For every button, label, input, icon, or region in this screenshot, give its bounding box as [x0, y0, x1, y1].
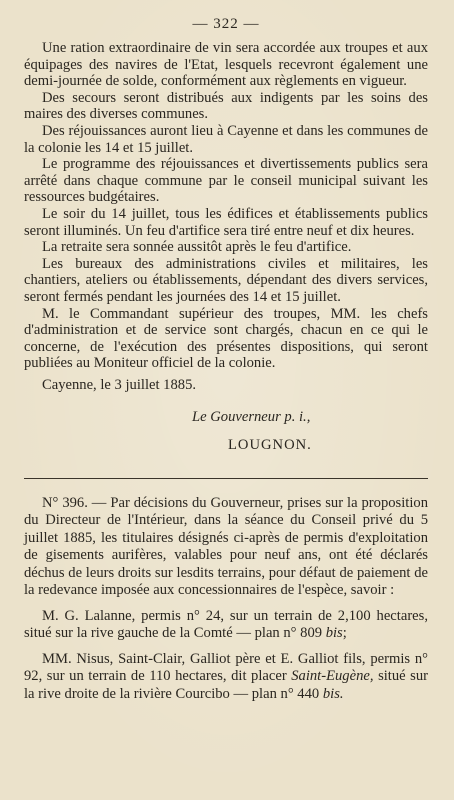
- paragraph-relief: Des secours seront distribués aux indigents par les soins des maires des diverses communes.: [24, 89, 428, 123]
- entry-lalanne-end: ;: [342, 625, 347, 642]
- paragraph-illumination: Le soir du 14 juillet, tous les édifices et établissements publics seront illuminés. Un feu d'artifice sera tiré entre neuf et dix heures.: [24, 205, 428, 239]
- section-divider: [24, 478, 428, 479]
- paragraph-wine-ration: Une ration extraordinaire de vin sera accordée aux troupes et aux équipages des navires de l'Etat, lesquels recevront également une demi-journée de solde, conformément aux règlements en vigueur.: [24, 40, 428, 90]
- entry-nisus: [24, 651, 428, 704]
- dateline: Cayenne, le 3 juillet 1885.: [42, 376, 197, 393]
- page-number: — 322 —: [192, 16, 260, 32]
- entry-lalanne-text: M. G. Lalanne, permis n° 24, sur un terrain de 2,100 hectares, situé sur la rive gauche de la Comté — plan n° 809: [24, 607, 428, 642]
- decree-396: N° 396. — Par décisions du Gouverneur, prises sur la proposition du Directeur de l'Intérieur, dans la séance du Conseil privé du 5 juillet 1885, les titulaires désignés ci-après de permis d'exploitation de gisements aurifères, valables pour neuf ans, ont été déclarés déchus de leurs droits sur lesdits terrains, pour défaut de paiement de la redevance imposée aux concessionnaires de l'espèce, savoir :: [24, 494, 428, 599]
- signature-name: LOUGNON.: [228, 436, 312, 453]
- entry-nisus-text-after: situé sur la rive droite de la rivière Courcibo — plan n° 440: [24, 668, 428, 702]
- paragraph-festivities: Des réjouissances auront lieu à Cayenne et dans les communes de la colonie les 14 et 15 juillet.: [24, 122, 428, 156]
- paragraph-offices-closed: Les bureaux des administrations civiles et militaires, les chantiers, ateliers ou établissements, dépendant des divers services, seront fermés pendant les journées des 14 et 15 juillet.: [24, 255, 428, 305]
- signature-title: Le Gouverneur p. i.,: [192, 408, 311, 425]
- entry-lalanne-suffix: bis: [325, 625, 343, 642]
- paragraph-execution: M. le Commandant supérieur des troupes, MM. les chefs d'administration et de service sont chargés, chacun en ce qui le concerne, de l'exécution des présentes dispositions, qui seront publiées au Moniteur officiel de la colonie.: [24, 305, 428, 372]
- entry-nisus-suffix: bis.: [322, 685, 344, 702]
- paragraph-program: Le programme des réjouissances et divertissements publics sera arrêté dans chaque commune par le conseil municipal suivant les ressources budgétaires.: [24, 156, 428, 206]
- entry-lalanne: [24, 608, 428, 643]
- entry-nisus-placer-name: Saint-Eugène,: [291, 668, 374, 685]
- entry-nisus-text-before: MM. Nisus, Saint-Clair, Galliot père et E. Galliot fils, permis n° 92, sur un terrain de 110 hectares, dit placer: [24, 650, 428, 685]
- paragraph-retreat: La retraite sera sonnée aussitôt après le feu d'artifice.: [42, 239, 352, 256]
